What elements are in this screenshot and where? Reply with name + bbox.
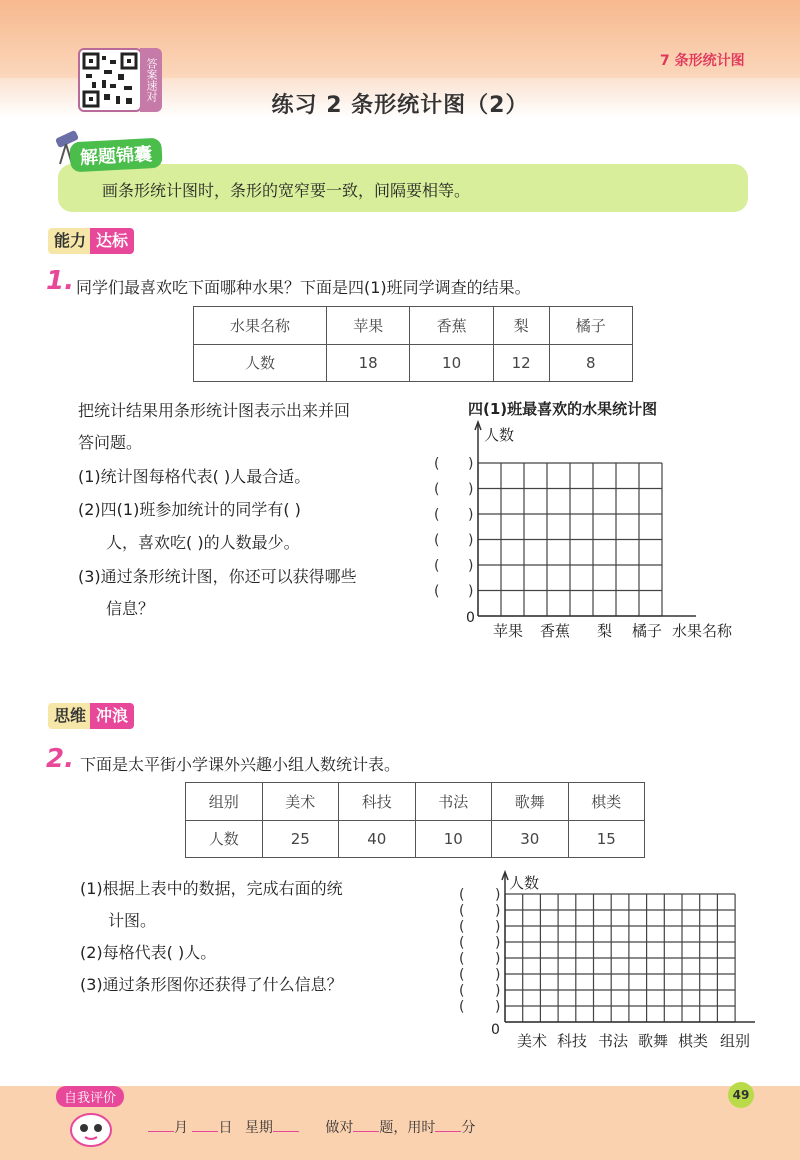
weekday-blank[interactable] [273,1131,299,1132]
table-row [194,344,633,382]
page-number: 49 [728,1082,754,1108]
section-thinking [48,703,134,729]
chart-2-x-tick: 科技 [557,1032,588,1050]
scale-blank: ( [434,532,440,549]
month-label: 月 [174,1120,188,1136]
question-2-text: 下面是太平街小学课外兴趣小组人数统计表。 [80,755,401,774]
chart-1-title: 四(1)班最喜欢的水果统计图 [468,400,658,418]
scale-blank: ) [468,481,474,498]
scale-blank: ) [468,532,474,549]
question-2-number: 2. [46,744,74,774]
day-blank[interactable] [192,1131,218,1132]
table-cell: 25 [262,820,339,858]
scale-blank: ) [468,456,474,472]
correct-label: 做对 [325,1120,354,1136]
section-thinking-label-a: 思维 [48,703,90,729]
section-ability [48,228,134,254]
chart-2-x-tick: 歌舞 [638,1032,669,1050]
table-cell: 棋类 [568,783,645,821]
section-ability-label-a: 能力 [48,228,90,254]
mascot-icon [68,1108,114,1148]
scale-blank: ( [459,887,465,903]
scale-blank: ( [459,919,465,935]
scale-blank: ) [495,967,501,983]
chart-1-x-tick: 苹果 [493,622,524,640]
table-cell: 水果名称 [194,307,327,345]
q1-subquestion-3: (3)通过条形统计图，你还可以获得哪些 [78,567,357,586]
table-cell: 10 [415,820,492,858]
q1-line: 人，喜欢吃( )的人数最少。 [106,533,300,552]
scale-blank: ( [459,935,465,951]
table-row [186,783,645,821]
scale-blank: ( [459,903,465,919]
minutes-label: 分 [461,1120,476,1136]
scale-blank: ) [495,935,501,951]
chart-1-x-tick: 橘子 [632,622,663,640]
chart-1-x-tick: 梨 [597,622,613,640]
scale-blank: ( [459,951,465,967]
table-cell: 10 [410,344,493,382]
q2-subquestion-1: (1)根据上表中的数据，完成右面的统 [80,879,343,898]
question-1-number: 1. [46,266,74,296]
table-cell: 30 [492,820,569,858]
chart-2-x-tick: 书法 [598,1032,629,1050]
table-cell: 8 [549,344,632,382]
table-cell: 12 [493,344,549,382]
question-1-text: 同学们最喜欢吃下面哪种水果？下面是四(1)班同学调查的结果。 [76,278,531,297]
scale-blank: ) [495,951,501,967]
scale-blank: ) [495,999,501,1015]
questions-label: 题，用时 [379,1120,436,1136]
scale-blank: ) [468,583,474,600]
chart-2-y-label: 人数 [509,874,540,892]
scale-blank: ( [434,507,440,523]
scale-blank: ( [434,558,440,574]
scale-blank: ) [495,903,501,919]
section-ability-label-b: 达标 [90,228,134,254]
table-cell: 美术 [262,783,339,821]
qr-tag: 答案速对 [140,48,162,112]
scale-blank: ( [434,583,440,600]
table-cell: 歌舞 [492,783,569,821]
scale-blank: ) [495,983,501,999]
self-eval-tag: 自我评价 [56,1086,124,1107]
scale-blank: ) [495,887,501,903]
q1-line: 把统计结果用条形统计图表示出来并回 [78,401,351,420]
weekday-label: 星期 [244,1120,273,1136]
scale-blank: ) [495,919,501,935]
table-cell: 书法 [415,783,492,821]
footer-record [148,1117,475,1137]
table-cell: 人数 [194,344,327,382]
q1-line: 信息？ [106,599,155,618]
scale-blank: ) [468,507,474,523]
tip-text: 画条形统计图时，条形的宽窄要一致，间隔要相等。 [102,181,471,200]
table-row [186,820,645,858]
correct-blank[interactable] [353,1131,379,1132]
q1-subquestion-1: (1)统计图每格代表( )人最合适。 [78,467,311,486]
chart-2-x-axis-name: 组别 [720,1032,751,1050]
table-cell: 组别 [186,783,263,821]
chapter-label: 7 条形统计图 [660,53,745,69]
chart-2-x-tick: 美术 [517,1032,548,1050]
fruit-table [193,306,633,382]
table-cell: 苹果 [327,307,410,345]
table-cell: 梨 [493,307,549,345]
chart-1-grid[interactable] [430,420,710,630]
month-blank[interactable] [148,1131,174,1132]
day-label: 日 [218,1120,233,1136]
q1-subquestion-2: (2)四(1)班参加统计的同学有( ) [78,500,301,519]
scale-blank: ( [459,983,465,999]
chart-1-x-tick: 香蕉 [540,622,571,640]
table-cell: 香蕉 [410,307,493,345]
table-cell: 人数 [186,820,263,858]
table-cell: 橘子 [549,307,632,345]
interest-group-table [185,782,645,858]
q2-subquestion-2: (2)每格代表( )人。 [80,943,217,962]
chart-1-x-axis-name: 水果名称 [672,622,733,640]
chart-2-grid[interactable] [455,870,755,1030]
page-title: 练习 2 条形统计图（2） [271,93,529,118]
scale-blank: ( [459,999,465,1015]
chart-1-y-label: 人数 [484,426,515,444]
q2-subquestion-3: (3)通过条形图你还获得了什么信息？ [80,975,343,994]
table-cell: 18 [327,344,410,382]
chart-2-x-tick: 棋类 [678,1032,709,1050]
table-cell: 科技 [339,783,416,821]
scale-blank: ) [468,558,474,574]
scale-blank: ( [434,481,440,498]
table-cell: 15 [568,820,645,858]
table-cell: 40 [339,820,416,858]
tip-label: 解题锦囊 [69,138,162,173]
q1-line: 答问题。 [78,433,143,452]
table-row [194,307,633,345]
section-thinking-label-b: 冲浪 [90,703,134,729]
chart-1-origin: 0 [466,610,475,626]
q2-line: 计图。 [108,911,157,930]
scale-blank: ( [459,967,465,983]
scale-blank: ( [434,456,440,472]
time-blank[interactable] [435,1131,461,1132]
chart-2-origin: 0 [491,1022,500,1038]
